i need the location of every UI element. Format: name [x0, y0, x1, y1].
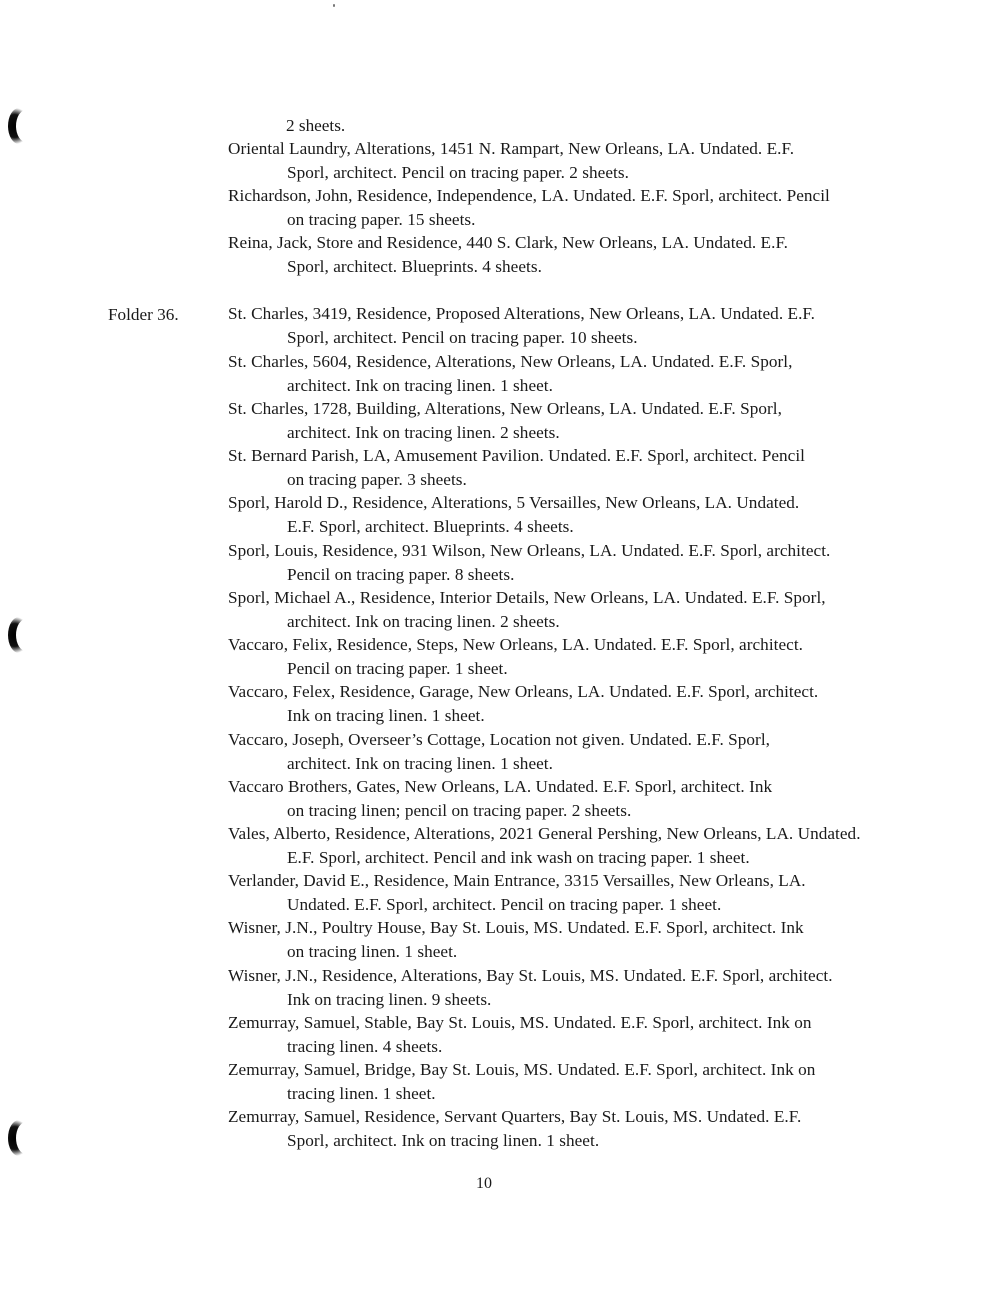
- punch-hole-bottom: [8, 1120, 30, 1156]
- entry-line-continued: Sporl, architect. Pencil on tracing paper. 10 sheets.: [287, 327, 638, 347]
- entry-line: Wisner, J.N., Poultry House, Bay St. Louis, MS. Undated. E.F. Sporl, architect. Ink: [228, 918, 804, 937]
- entry-line: Wisner, J.N., Residence, Alterations, Bay St. Louis, MS. Undated. E.F. Sporl, architect.: [228, 966, 833, 985]
- entry-line: Sporl, Louis, Residence, 931 Wilson, New Orleans, LA. Undated. E.F. Sporl, architect.: [228, 541, 831, 560]
- list-item: [228, 775, 968, 822]
- list-item: [228, 586, 968, 633]
- entry-line-continued: architect. Ink on tracing linen. 2 sheets.: [287, 611, 560, 631]
- continuation-text: 2 sheets.: [286, 116, 346, 135]
- list-item: [228, 302, 968, 349]
- entry-line: Vaccaro, Felix, Residence, Steps, New Orleans, LA. Undated. E.F. Sporl, architect.: [228, 635, 804, 654]
- entry-line-continued: architect. Ink on tracing linen. 2 sheets.: [287, 422, 560, 442]
- entry-line-continued: tracing linen. 1 sheet.: [287, 1083, 436, 1103]
- entry-line-continued: Ink on tracing linen. 1 sheet.: [287, 705, 485, 725]
- page-number: 10: [476, 1175, 492, 1192]
- list-item: [228, 539, 968, 586]
- list-item: [228, 231, 968, 278]
- entry-line: Zemurray, Samuel, Residence, Servant Quarters, Bay St. Louis, MS. Undated. E.F.: [228, 1107, 802, 1126]
- entry-line: Vales, Alberto, Residence, Alterations, 2021 General Pershing, New Orleans, LA. Undated.: [228, 824, 861, 843]
- entry-line-continued: E.F. Sporl, architect. Pencil and ink wash on tracing paper. 1 sheet.: [287, 847, 750, 867]
- list-item: [228, 491, 968, 538]
- entry-line: Sporl, Michael A., Residence, Interior Details, New Orleans, LA. Undated. E.F. Sporl,: [228, 588, 826, 607]
- list-item: [228, 184, 968, 231]
- list-item: [228, 728, 968, 775]
- entry-line-continued: Sporl, architect. Pencil on tracing paper. 2 sheets.: [287, 162, 629, 182]
- list-item: [228, 397, 968, 444]
- entry-line: Oriental Laundry, Alterations, 1451 N. Rampart, New Orleans, LA. Undated. E.F.: [228, 139, 795, 158]
- entry-line-continued: on tracing paper. 15 sheets.: [287, 209, 476, 229]
- entry-line-continued: E.F. Sporl, architect. Blueprints. 4 sheets.: [287, 516, 574, 536]
- entry-line-continued: on tracing linen; pencil on tracing paper. 2 sheets.: [287, 800, 632, 820]
- entry-line: Vaccaro, Joseph, Overseer’s Cottage, Location not given. Undated. E.F. Sporl,: [228, 730, 770, 749]
- entry-line: St. Charles, 5604, Residence, Alterations, New Orleans, LA. Undated. E.F. Sporl,: [228, 352, 793, 371]
- list-item: [228, 964, 968, 1011]
- punch-hole-top: [8, 108, 30, 144]
- entry-line-continued: tracing linen. 4 sheets.: [287, 1036, 443, 1056]
- list-item: [228, 444, 968, 491]
- entry-line-continued: on tracing paper. 3 sheets.: [287, 469, 467, 489]
- entry-line-continued: Sporl, architect. Blueprints. 4 sheets.: [287, 256, 542, 276]
- entry-line: Richardson, John, Residence, Independence, LA. Undated. E.F. Sporl, architect. Pencil: [228, 186, 830, 205]
- list-item: [228, 680, 968, 727]
- list-item: [228, 1011, 968, 1058]
- list-item: [228, 1105, 968, 1152]
- entry-line: Reina, Jack, Store and Residence, 440 S. Clark, New Orleans, LA. Undated. E.F.: [228, 233, 789, 252]
- entry-line: Vaccaro, Felex, Residence, Garage, New Orleans, LA. Undated. E.F. Sporl, architect.: [228, 682, 819, 701]
- list-item: [228, 633, 968, 680]
- list-item: [228, 137, 968, 184]
- entry-line-continued: Sporl, architect. Ink on tracing linen. 1 sheet.: [287, 1130, 600, 1150]
- entry-line: Vaccaro Brothers, Gates, New Orleans, LA. Undated. E.F. Sporl, architect. Ink: [228, 777, 773, 796]
- entry-line: St. Charles, 3419, Residence, Proposed Alterations, New Orleans, LA. Undated. E.F.: [228, 304, 815, 323]
- entry-line: Zemurray, Samuel, Stable, Bay St. Louis, MS. Undated. E.F. Sporl, architect. Ink on: [228, 1013, 812, 1032]
- entry-line: Sporl, Harold D., Residence, Alterations, 5 Versailles, New Orleans, LA. Undated.: [228, 493, 800, 512]
- folder-label: Folder 36.: [108, 305, 179, 324]
- entry-line-continued: Pencil on tracing paper. 8 sheets.: [287, 564, 515, 584]
- list-item: [228, 350, 968, 397]
- punch-hole-middle: [8, 617, 30, 653]
- list-item: [228, 822, 968, 869]
- entry-line: St. Charles, 1728, Building, Alterations, New Orleans, LA. Undated. E.F. Sporl,: [228, 399, 782, 418]
- entry-line-continued: architect. Ink on tracing linen. 1 sheet.: [287, 375, 553, 395]
- entry-line: Verlander, David E., Residence, Main Entrance, 3315 Versailles, New Orleans, LA.: [228, 871, 806, 890]
- entry-line: Zemurray, Samuel, Bridge, Bay St. Louis, MS. Undated. E.F. Sporl, architect. Ink on: [228, 1060, 816, 1079]
- entry-line-continued: architect. Ink on tracing linen. 1 sheet.: [287, 753, 553, 773]
- entry-line-continued: Undated. E.F. Sporl, architect. Pencil on tracing paper. 1 sheet.: [287, 894, 722, 914]
- entry-line-continued: Pencil on tracing paper. 1 sheet.: [287, 658, 508, 678]
- entry-line: St. Bernard Parish, LA, Amusement Pavilion. Undated. E.F. Sporl, architect. Pencil: [228, 446, 805, 465]
- scan-speck: [333, 4, 335, 7]
- entry-line-continued: on tracing linen. 1 sheet.: [287, 941, 458, 961]
- list-item: [228, 1058, 968, 1105]
- list-item: [228, 869, 968, 916]
- entry-line-continued: Ink on tracing linen. 9 sheets.: [287, 989, 492, 1009]
- list-item: [228, 916, 968, 963]
